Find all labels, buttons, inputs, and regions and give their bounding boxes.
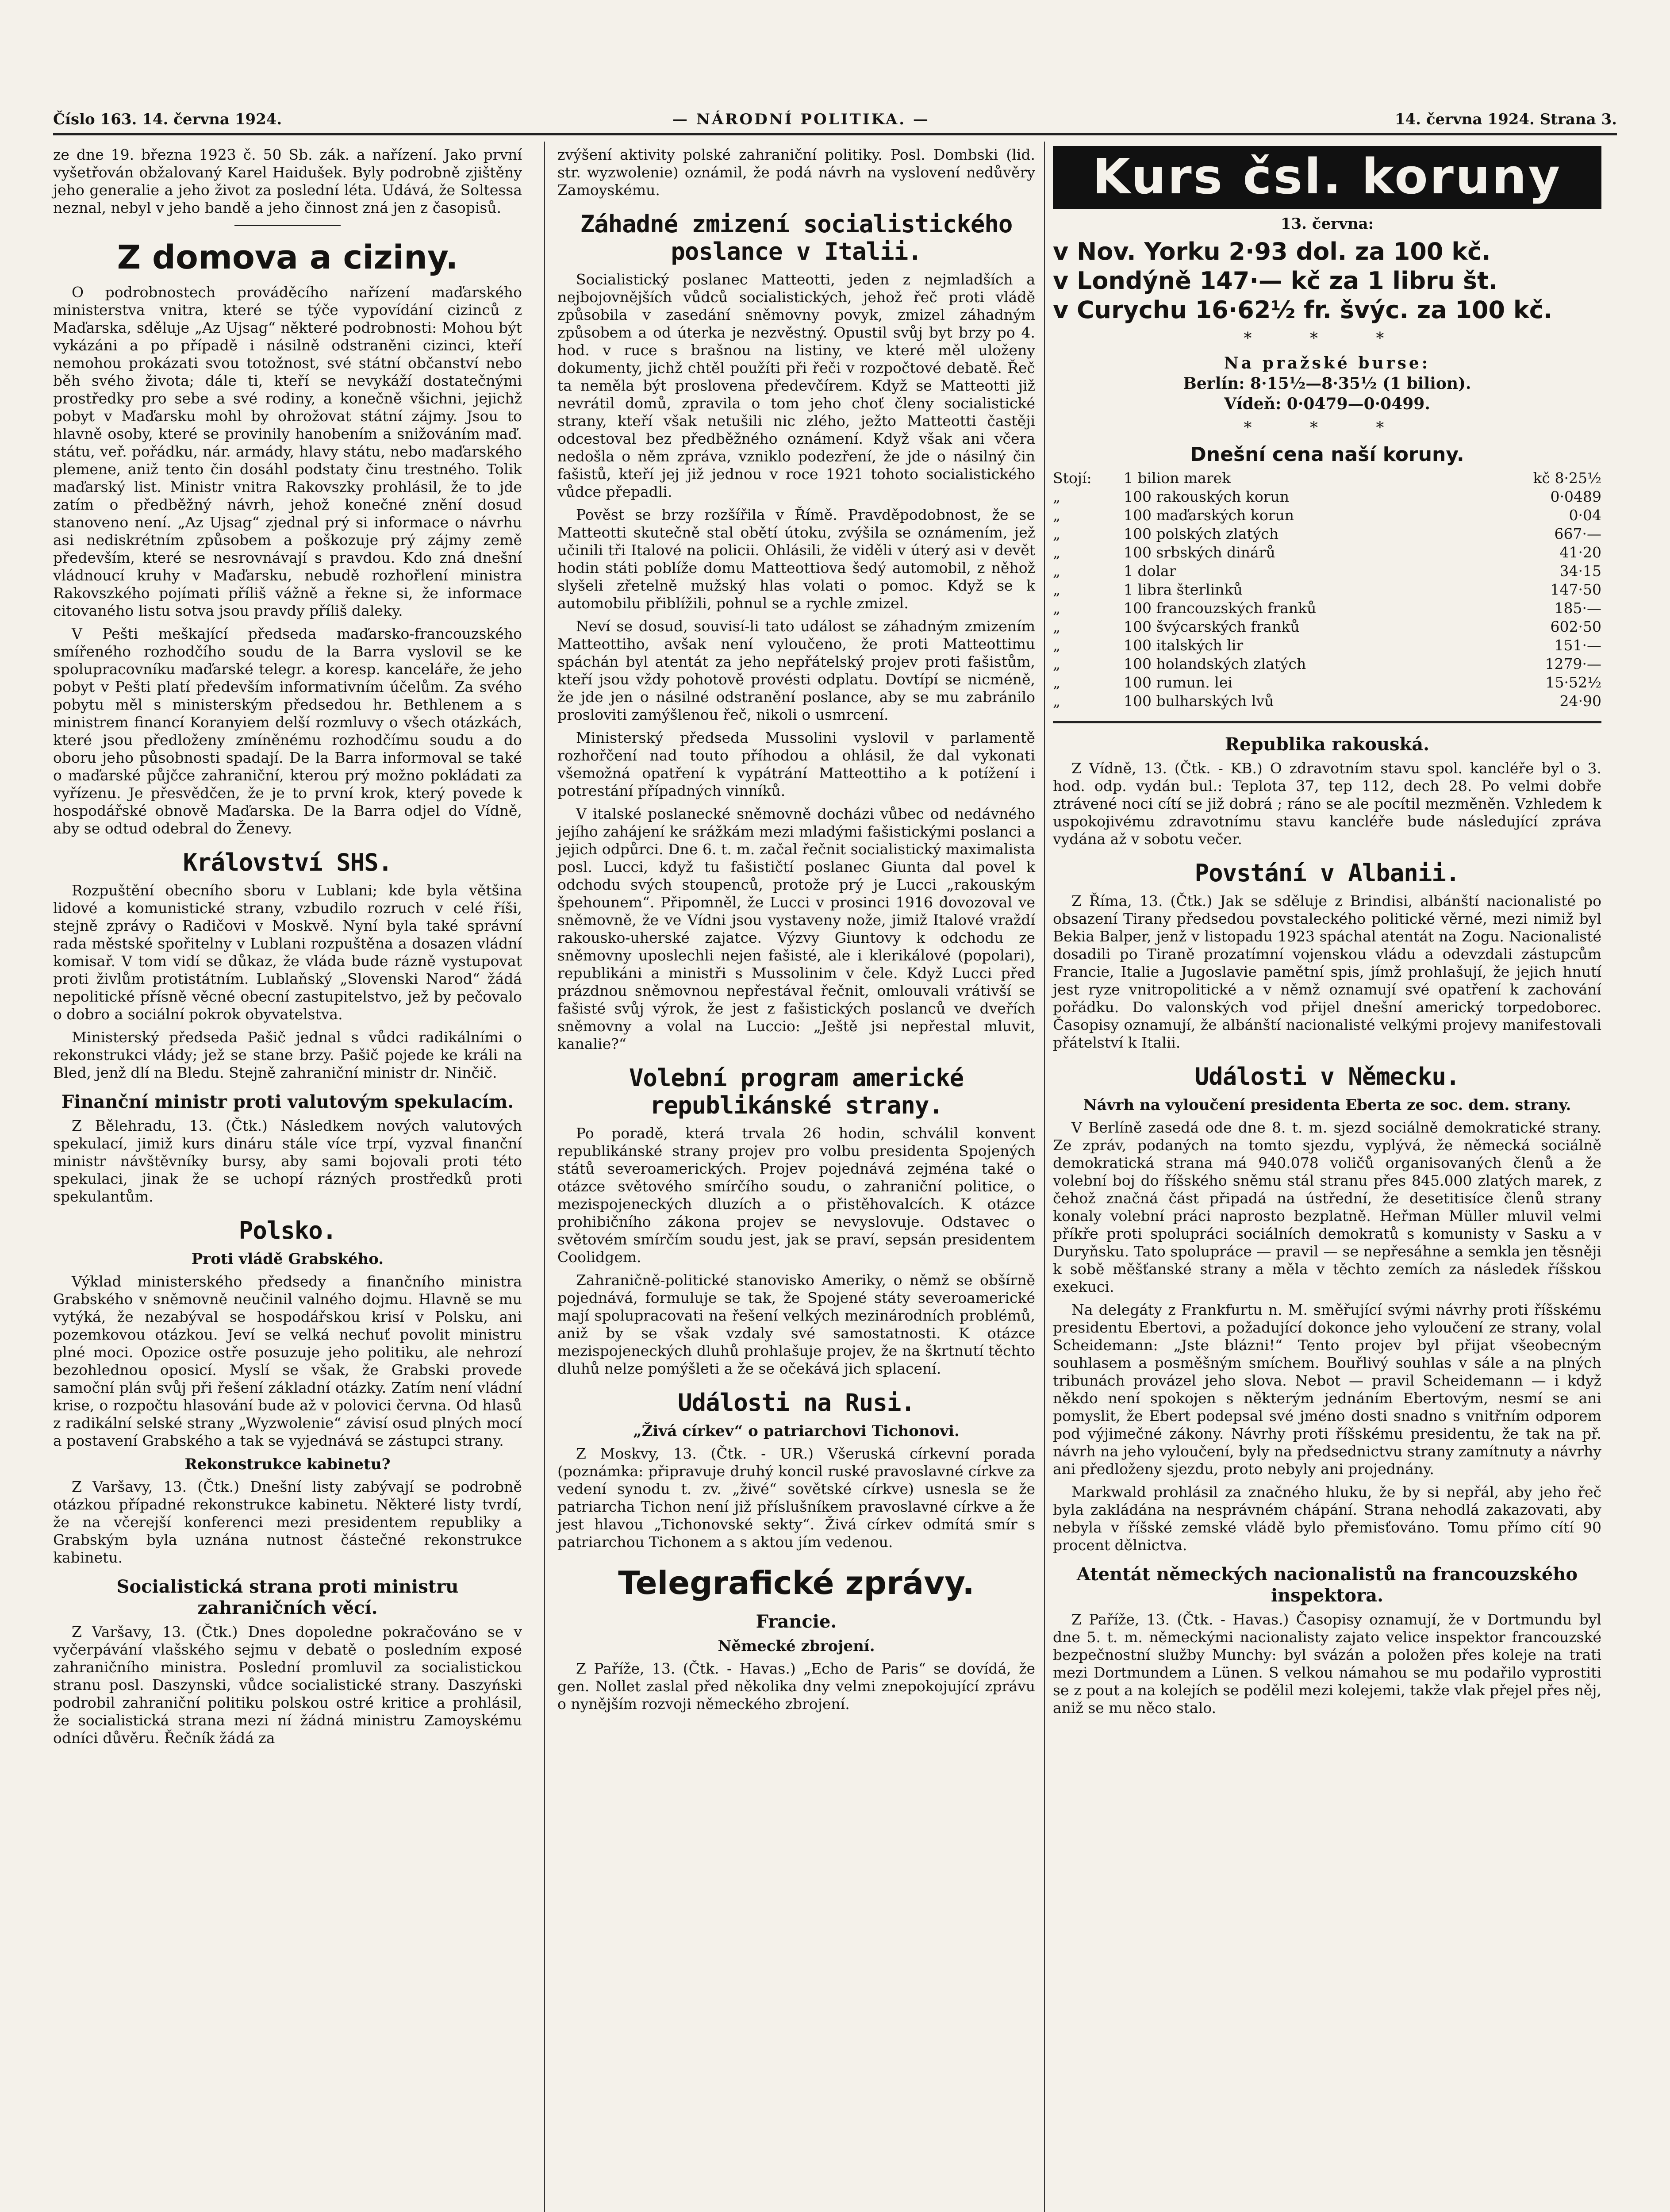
paragraph: Po poradě, která trvala 26 hodin, schválil konvent republikánské strany projev pro volbu presidenta Spojených států severoamerických. Projev pojednává zejména také o otázce světového smírčího soudu, o zahraniční politice, o mezispojeneckých dluzích a o přistěhovalcích. K otázce prohibičního zákona projev se nevyslovuje. Odstavec o světovém smírčím soudu jest, jak se praví, sepsán presidentem Coolidgem.	[557, 1125, 1035, 1266]
price-row	[1053, 655, 1601, 673]
article-heading: Záhadné zmizení socialistického poslance v Italii.	[580, 210, 1013, 265]
paragraph: Na delegáty z Frankfurtu n. M. směřující svými návrhy proti říšskému presidentu Ebertovi, a požadující dokonce jeho vyloučení ze strany, volal Scheidemann: „Jste blázni!“ Tento projev byl přijat všeobecným souhlasem a posměšným smíchem. Bouřlivý souhlas v sále a na plných tribunách provázel jeho slova. Nebot — pravil Scheidemann — i když někdo není spokojen s některým jednáním Ebertovým, nesmí se ani pomyslit, že Ebert podepsal své jméno dosti snadno s vnitřním odporem pod výjimečné zákony. Návrhy proti říšskému presidentu, že tak na př. návrh na jeho vyloučení, byly na předsednictvu strany zamítnuty a návrhy ani předloženy sjezdu, proto nebyly ani projednány.	[1053, 1301, 1601, 1478]
price-row	[1053, 636, 1601, 655]
separator-stars: * * *	[1244, 419, 1411, 437]
price-label: 1 libra šterlinků	[1124, 581, 1243, 598]
section-heading: Z domova a ciziny.	[117, 238, 458, 276]
article-heading: „Živá církev“ o patriarchovi Tichonovi.	[633, 1422, 960, 1440]
price-value: 667·—	[1554, 525, 1601, 542]
rate-london: v Londýně 147·— kč za 1 libru št.	[1053, 267, 1498, 295]
paragraph: Markwald prohlásil za značného hluku, že by si nepřál, aby jeho řeč byla zakládána na nesprávném chápání. Strana nehodlá zakazovati, aby nebyla v říšské zemské vládě bylo přemisťováno. Tomu přímo cítí 90 procent dělnictva.	[1053, 1483, 1601, 1554]
paragraph: Z Varšavy, 13. (Čtk.) Dnes dopoledne pokračováno se v vyčerpávání vlašského sejmu v debatě o posledním exposé zahraničního ministra. Poslední promluvil za socialistickou stranu posl. Daszynski, vůdce socialistické strany. Daszyński podrobil zahraniční politiku polskou ostré kritice a prohlásil, že socialistická strana mezi ní žádná ministru Zamoyskému odníci důvěru. Řečník žádá za	[53, 1623, 522, 1747]
paragraph: Z Moskvy, 13. (Čtk. - UR.) Všeruská církevní porada (poznámka: připravuje druhý koncil ruské pravoslavné církve za vedení synodu t. zv. „živé“ sovětské církve) usnesla se že patriarcha Tichon není již příslušníkem pravoslavné církve a že jest hlavou „Tichonovské sekty“. Živá církev odmítá smír s patriarchou Tichonem a s aktou jím vedenou.	[557, 1445, 1035, 1551]
section-heading: Francie.	[756, 1611, 837, 1632]
price-value: 34·15	[1559, 562, 1601, 580]
column-divider	[544, 142, 545, 2212]
price-label: 100 bulharských lvů	[1124, 692, 1274, 710]
price-prefix: „	[1053, 637, 1061, 654]
price-value: 1279·—	[1545, 655, 1601, 672]
column-3	[1053, 146, 1601, 1722]
divider	[234, 225, 341, 226]
price-value: kč 8·25½	[1533, 469, 1601, 487]
price-prefix: „	[1053, 655, 1061, 672]
paragraph: Rozpuštění obecního sboru v Lublani; kde byla většina lidové a komunistické strany, vzbudilo rozruch v celé říši, stejně zprávy o Radičovi v Moskvě. Nyní byla také správní rada městské spořitelny v Lublani rozpuštěna a dosazen vládní komisař. V tom vidí se důkaz, že vláda bude rázně vystupovat proti živlům protistátním. Lublaňský „Slovenski Narod“ žádá nepolitické přísně věcné obecní zastupitelstvo, jež by pečovalo o dobro a sociální pokrok obyvatelstva.	[53, 882, 522, 1023]
price-row	[1053, 599, 1601, 618]
paragraph: Ministerský předseda Pašič jednal s vůdci radikálními o rekonstrukci vlády; jež se stane brzy. Pašič pojede ke králi na Bled, jenž dlí na Bledu. Stejně zahraniční ministr dr. Ninčič.	[53, 1029, 522, 1081]
price-prefix: „	[1053, 544, 1061, 561]
price-row	[1053, 525, 1601, 543]
price-table-title: Dnešní cena naší koruny.	[1190, 443, 1464, 466]
paragraph: Z Říma, 13. (Čtk.) Jak se sděluje z Brindisi, albánští nacionalisté po obsazení Tirany předsedou povstaleckého politické věrné, mezi nimiž byl Bekia Balper, jenž v listopadu 1923 spáchal atentát na Zogu. Nacionalisté dosadili po Tiraně prozatímní vojenskou vládu a odevzdali zástupcům Francie, Italie a Jugoslavie pamětní spis, jímž prohlašují, že jejich hnutí jest ryze vnitropolitické a v němž oznamují své opatření k zachování pořádku. Do valonských vod přijel dnešní americký torpedoborec. Časopisy oznamují, že albánští nacionalisté velkými projevy manifestovali přátelství k Italii.	[1053, 892, 1601, 1051]
article-heading: Návrh na vyloučení presidenta Eberta ze soc. dem. strany.	[1083, 1096, 1571, 1114]
section-heading: Události v Německu.	[1194, 1063, 1460, 1091]
price-label: 100 maďarských korun	[1124, 507, 1294, 524]
price-label: 100 holandských zlatých	[1124, 655, 1306, 672]
price-row	[1053, 673, 1601, 692]
paragraph: Zahraničně-politické stanovisko Ameriky, o němž se obšírně pojednává, formuluje se tak, že Spojené státy severoamerické mají spolupracovati na řešení velkých mezinárodních problémů, aniž by se však vzdaly své samostatnosti. K otázce mezispojeneckých dluhů prohlašuje projev, že na škrtnutí těchto dluhů nelze pomýšleti a že se očekává jich splacení.	[557, 1271, 1035, 1377]
separator-stars: * * *	[1244, 330, 1411, 348]
section-heading: Povstání v Albanii.	[1194, 859, 1460, 887]
price-value: 0·04	[1569, 507, 1601, 524]
paragraph: V italské poslanecké sněmovně docházi vůbec od nedávného jejího zahájení ke srážkám mezi mladými fašistickými poslanci a jejich odpůrci. Dne 6. t. m. začal řečnit socialistický maximalista posl. Lucci, když tu fašističtí poslanec Giunta dal povel k odchodu svých stoupenců, protože prý je Lucci „rakouským špehounem“. Připomněl, že Lucci v prosinci 1916 dovozoval ve sněmovně, že ve Vídni jsou vystaveny nože, jimiž Italové vraždí rakousko-uherské zajatce. Výzvy Giuntovy k odchodu ze sněmovny uposlechli nejen fašisté, ale i klerikálové (popolari), republikáni a ministři s Mussolinim v čele. Když Lucci před prázdnou sněmovnou nepřestával řečnit, omlouvali vrátivší se fašisté svůj výrok, že jest z fašistických poslanců ve dveřích sněmovny a volal na Luccio: „Ještě jsi nepřestal mluvit, kanalie?“	[557, 805, 1035, 1052]
column-divider	[1044, 142, 1045, 2212]
article-continuation: ze dne 19. března 1923 č. 50 Sb. zák. a nařízení. Jako první vyšetřován obžalovaný Karel Haidušek. Byly podrobně zjištěny jeho generalie a jeho život za poslední léta. Udává, že Soltessa neznal, nebyl v jeho bandě a jeho činnost zná jen z časopisů.	[53, 146, 522, 216]
price-value: 147·50	[1550, 581, 1601, 598]
section-heading: Polsko.	[238, 1217, 337, 1244]
price-label: 100 francouzských franků	[1124, 599, 1317, 617]
section-heading: Království SHS.	[183, 849, 392, 876]
paragraph: Z Varšavy, 13. (Čtk.) Dnešní listy zabývají se podrobně otázkou případné rekonstrukce kabinetu. Některé listy tvrdí, že na včerejší konferenci mezi presidentem republiky a Grabským byla uznána nutnost částečné rekonstrukce kabinetu.	[53, 1478, 522, 1566]
article-heading: Socialistická strana proti ministru zahraničních věcí.	[116, 1576, 459, 1618]
column-2	[557, 146, 1035, 1718]
paragraph: V Berlíně zasedá ode dne 8. t. m. sjezd sociálně demokratické strany. Ze zpráv, podaných na tomto sjezdu, vyplývá, že německá sociálně demokratická strana má 940.078 voličů organisovaných členů a že volební boj do říšského sněmu stál stranu přes 845.000 zlatých marek, z čehož značná část připadá na ústřední, že desetitisíce členů strany konaly volební práci naprosto bezplatně. Heřman Müller mluvil velmi příkře proti spolupráci sociálních demokratů s komunisty v Sasku a v Duryňsku. Tato spolupráce — pravil — se nepřesáhne a semkla jen těsněji k sobě měšťanské strany a měla v těchto zemích za následek říšskou exekuci.	[1053, 1119, 1601, 1295]
rate-new-york: v Nov. Yorku 2·93 dol. za 100 kč.	[1053, 238, 1491, 265]
price-value: 151·—	[1554, 637, 1601, 654]
article-heading: Volební program americké republikánské strany.	[629, 1064, 964, 1119]
price-value: 602·50	[1550, 618, 1601, 635]
price-label: 100 švýcarských franků	[1124, 618, 1300, 635]
paragraph: Z Vídně, 13. (Čtk. - KB.) O zdravotním stavu spol. kancléře byl o 3. hod. odp. vydán bul.: Teplota 37, tep 112, dech 28. Po velmi dobře ztrávené noci cítí se již dobrá ; ráno se ale pocítil mezměněn. Vzhledem k uspokojivému zdravotnímu stavu kancléře bude následující zpráva vydána až v sobotu večer.	[1053, 760, 1601, 848]
price-prefix: „	[1053, 488, 1061, 505]
price-prefix: „	[1053, 618, 1061, 635]
price-label: 100 srbských dinárů	[1124, 544, 1275, 561]
price-label: 100 italských lir	[1124, 637, 1244, 654]
price-row	[1053, 692, 1601, 710]
currency-box-title: Kurs čsl. koruny	[1053, 146, 1601, 209]
price-label: 100 rumun. lei	[1124, 674, 1232, 691]
paragraph: Z Paříže, 13. (Čtk. - Havas.) „Echo de Paris“ se dovídá, že gen. Nollet zaslal před několika dny velmi znepokojující zprávu o nynějším rozvoji německého zbrojení.	[557, 1660, 1035, 1713]
currency-date: 13. června:	[1280, 215, 1374, 233]
price-value: 185·—	[1554, 599, 1601, 617]
paragraph: Výklad ministerského předsedy a finančního ministra Grabského v sněmovně neučinil valného dojmu. Hlavně se mu vytýká, že nezabýval se hospodářskou krisí v Polsku, ani pozemkovou otázkou. Jeví se velká nechuť povolit ministru plné moci. Opozice ostře posuzuje jeho politiku, ale nehrozí bezohlednou oposicí. Myslí se však, že Grabski provede samoční plán svůj při řešení základní otázky. Zatím není vládní krise, o rozpočtu hlasování bude až v polovici června. Od hlasů z radikální selské strany „Wyzwolenie“ závisí osud plných mocí a postavení Grabského a tak se vyjednává se zástupci strany.	[53, 1273, 522, 1449]
article-heading: Proti vládě Grabského.	[191, 1250, 384, 1268]
rate-zurich: v Curychu 16·62½ fr. švýc. za 100 kč.	[1053, 296, 1553, 324]
article-heading: Německé zbrojení.	[718, 1637, 875, 1655]
date-page: 14. června 1924. Strana 3.	[1394, 111, 1617, 128]
price-prefix: Stojí:	[1053, 469, 1092, 487]
column-1	[53, 146, 522, 1752]
price-prefix: „	[1053, 692, 1061, 710]
price-value: 24·90	[1559, 692, 1601, 710]
article-heading: Atentát německých nacionalistů na francouzského inspektora.	[1076, 1564, 1578, 1606]
price-row	[1053, 562, 1601, 580]
price-row	[1053, 618, 1601, 636]
price-label: 100 rakouských korun	[1124, 488, 1289, 505]
price-prefix: „	[1053, 674, 1061, 691]
price-value: 41·20	[1559, 544, 1601, 561]
divider	[1053, 721, 1601, 723]
paragraph: Socialistický poslanec Matteotti, jeden z nejmladších a nejbojovnějších vůdců socialistických, jehož řeč proti vládě způsobila v zasedání sněmovny povyk, zmizel záhadným způsobem a od úterka je nezvěstný. Opustil svůj byt brzy po 4. hod. v ruce s brašnou na listiny, ve které měl uloženy dokumenty, jichž chtěl použíti při řeči v rozpočtové debatě. Řeč ta neměla být proslovena předevčírem. Když se Matteotti již nevrátil domů, zpravila o tom jeho choť členy socialistické strany, kteří však netušili nic zlého, ježto Matteotti častěji odcestoval bez předběžného oznámení. Když však ani včera nedošla o něm zpráva, vzniklo podezření, že jde o násilný čin fašistů, kteří jej již jednou v roce 1921 tohoto socialistického vůdce přepadli.	[557, 271, 1035, 500]
price-value: 15·52½	[1545, 674, 1601, 691]
price-row	[1053, 580, 1601, 599]
masthead: — NÁRODNÍ POLITIKA. —	[672, 111, 930, 128]
header-rule	[53, 133, 1617, 135]
price-label: 1 dolar	[1124, 562, 1176, 580]
page-header	[53, 111, 1617, 130]
price-row	[1053, 506, 1601, 525]
price-row	[1053, 488, 1601, 506]
burse-label: Na pražské burse:	[1224, 354, 1431, 373]
paragraph: O podrobnostech prováděcího nařízení maďarského ministerstva vnitra, které se týče vypovídání cizinců z Maďarska, sděluje „Az Ujsag“ některé podrobnosti: Mohou být vykázáni a po případě i násilně odstraněni cizinci, kteří nemohou prokázati svou totožnost, své státní občanství nebo běh svého života; dále ti, kteří se nevykáží dostatečnými prostředky pro sebe a své rodiny, a konečně všichni, jejichž pobyt v Maďarsku mohl by ohrožovat státní zájmy. Jsou to hlavně osoby, které se provinily hanobením a snižováním maď. státu, veř. pořádku, nár. armády, hlavy státu, nebo maďarského plemene, aniž tento čin dosáhl podstaty činu trestného. Tolik maďarský list. Ministr vnitra Rakovszky prohlásil, že to jde zatím o předběžný návrh, jehož konečné znění dosud stanoveno není. „Az Ujsag“ zjednal prý si informace o návrhu asi nediskrétním způsobem a poškozuje prý zájmy země především, které se nesrovnávají s pravdou. Kdo zná dnešní vládnoucí kruhy v Maďarsku, nebudě rozhořlení ministra Rakovszkého pojímati příliš vážně a řekne si, že informace citovaného listu sotva jsou pravdy příliš daleky.	[53, 284, 522, 619]
section-heading: Telegrafické zprávy.	[618, 1564, 975, 1601]
article-heading: Rekonstrukce kabinetu?	[184, 1455, 391, 1473]
price-row	[1053, 469, 1601, 488]
paragraph: Ministerský předseda Mussolini vyslovil v parlamentě rozhořčení nad touto příhodou a ohlásil, že dal vykonati všemožná opatření k vypátrání Matteottiho a k potížení i potrestání případných vinníků.	[557, 729, 1035, 799]
price-row	[1053, 543, 1601, 562]
issue-number: Číslo 163. 14. června 1924.	[53, 111, 282, 128]
price-prefix: „	[1053, 599, 1061, 617]
section-heading: Události na Rusi.	[678, 1389, 915, 1417]
paragraph: Z Bělehradu, 13. (Čtk.) Následkem nových valutových spekulací, jimiž kurs dináru stále více trpí, vyzval finanční ministr návštěvníky bursy, aby sami bojovali proti této spekulaci, jinak že se uchopí rázných prostředků proti spekulantům.	[53, 1117, 522, 1205]
article-continuation: zvýšení aktivity polské zahraniční politiky. Posl. Dombski (lid. str. wyzwolenie) oznámil, že podá návrh na vyslovení nedůvěry Zamoyskému.	[557, 146, 1035, 199]
berlin-rate: Berlín: 8·15½—8·35½ (1 bilion).	[1183, 374, 1471, 393]
section-heading: Republika rakouská.	[1225, 734, 1430, 755]
price-prefix: „	[1053, 562, 1061, 580]
paragraph: V Pešti meškající předseda maďarsko-francouzského smířeného rozhodčího soudu de la Barra vyslovil se ke spolupracovníku maďarské telegr. a koresp. kanceláře, že jeho pobyt v Pešti platí především informativním účelům. Za svého pobytu měl s ministerským předsedou hr. Bethlenem a s ministrem financí Koranyiem delší rozmluvy o všech otázkách, které jsou předloženy zmíněnému rozhodčímu soudu a do oboru jeho působnosti spadají. De la Barra informoval se také o maďarské půjčce zahraniční, kterou prý možno pokládati za vyřízenu. Je přesvědčen, že je to první krok, který povede k hospodářské obnově Maďarska. De la Barra odjel do Vídně, aby se odtud odebral do Ženevy.	[53, 625, 522, 837]
price-label: 1 bilion marek	[1124, 469, 1231, 487]
price-value: 0·0489	[1550, 488, 1601, 505]
paragraph: Z Paříže, 13. (Čtk. - Havas.) Časopisy oznamují, že v Dortmundu byl dne 5. t. m. německými nacionalisty zajato velice inspektor francouzské bezpečnostní služby Munchy: byl svázán a položen přes koleje na trati mezi Dortmundem a Lünen. S velkou námahou se mu podařilo vyprostiti se z pout a na kolejích se podělil mezi kolejemi, takže vlak přejel přes něj, aniž se mu něco stalo.	[1053, 1611, 1601, 1717]
price-prefix: „	[1053, 507, 1061, 524]
price-prefix: „	[1053, 581, 1061, 598]
vienna-rate: Vídeň: 0·0479—0·0499.	[1224, 395, 1430, 413]
article-heading: Finanční ministr proti valutovým spekulacím.	[61, 1091, 514, 1112]
price-prefix: „	[1053, 525, 1061, 542]
paragraph: Pověst se brzy rozšířila v Římě. Pravděpodobnost, že se Matteotti skutečně stal obětí útoku, zvýšila se oznámením, jež učinili tři Italové na policii. Ohlásili, že viděli v úterý asi v devět hodin státi poblíže domu Matteottiova šedý automobil, z něhož slyšeli zřetelně mužský hlas volati o pomoc. Když se k automobilu přiblížili, pohnul se a rychle zmizel.	[557, 506, 1035, 612]
price-label: 100 polských zlatých	[1124, 525, 1279, 542]
paragraph: Neví se dosud, souvisí-li tato událost se záhadným zmizením Matteottiho, avšak není vyloučeno, že proti Matteottimu spáchán byl atentát za jeho nepřátelský projev proti fašistům, kteří jsou vždy pohotově provésti odplatu. Dovtípí se nicméně, že jde jen o násilné odstranění poslance, aby se mu zabránilo prosloviti zamýšlenou řeč, nikoli o usmrcení.	[557, 618, 1035, 723]
price-table	[1053, 469, 1601, 710]
